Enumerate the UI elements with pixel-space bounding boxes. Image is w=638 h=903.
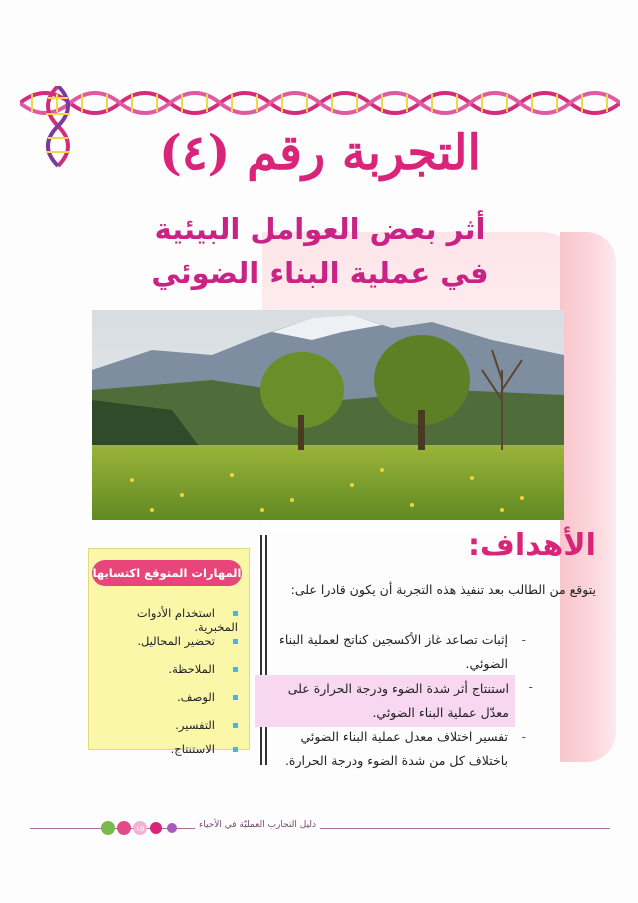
bullet-icon — [233, 639, 238, 644]
divider-line — [265, 535, 267, 765]
skill-item: الوصف. — [108, 690, 238, 704]
bullet-icon — [233, 695, 238, 700]
pink-side-panel — [560, 232, 616, 762]
skill-item: الملاحظة. — [108, 662, 238, 676]
footer-text: دليل التجارب العمليّة في الأحياء — [195, 820, 320, 830]
skill-item: تحضير المحاليل. — [108, 634, 238, 648]
objective-item: - تفسير اختلاف معدل عملية البناء الضوئي باختلاف كل من شدة الضوء ودرجة الحرارة. — [284, 729, 526, 768]
objective-item: - إثبات تصاعد غاز الأكسجين كناتج لعملية البناء الضوئي. — [279, 632, 526, 671]
flower-decoration-icon — [94, 818, 194, 838]
bullet-icon — [233, 747, 238, 752]
objectives-intro: يتوقع من الطالب بعد تنفيذ هذه التجربة أن يكون قادرا على: — [290, 582, 596, 597]
skill-item: التفسير. — [108, 718, 238, 732]
page-number: ١٥ — [135, 824, 145, 833]
bullet-icon — [233, 667, 238, 672]
landscape-photo — [92, 310, 564, 520]
page-title: التجربة رقم (٤) — [159, 125, 481, 181]
skill-item: الاستنتاج. — [108, 742, 238, 756]
dna-strand-decoration — [20, 86, 620, 120]
bullet-icon — [233, 723, 238, 728]
dna-vertical-decoration — [38, 86, 78, 181]
skill-item: استخدام الأدوات المخبرية. — [136, 606, 238, 634]
objective-item-highlighted: - استنتاج أثر شدة الضوء ودرجة الحرارة على معدّل عملية البناء الضوئي. — [255, 675, 515, 727]
subtitle-line-1: أثر بعض العوامل البيئية — [154, 212, 486, 246]
skills-heading: المهارات المتوقع اكتسابها — [92, 560, 242, 586]
objectives-heading: الأهداف: — [468, 528, 596, 563]
bullet-icon — [233, 611, 238, 616]
divider-line — [260, 535, 262, 765]
subtitle-line-2: في عملية البناء الضوئي — [151, 256, 489, 290]
